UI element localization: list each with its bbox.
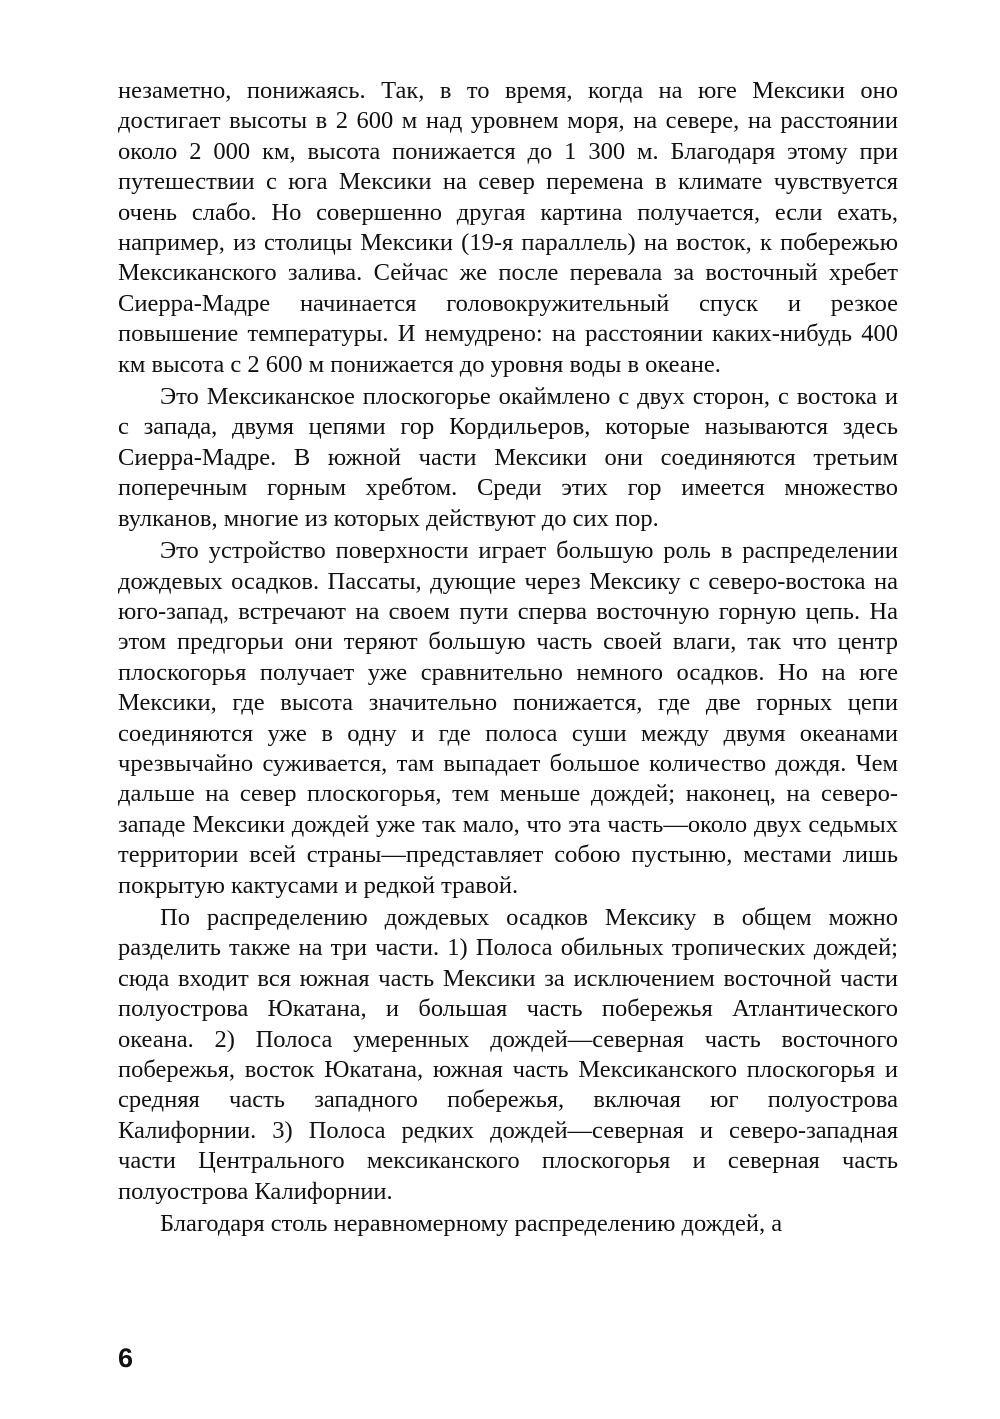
paragraph-continued: незаметно, понижаясь. Так, в то время, когда на юге Мексики оно достигает высоты в 2 600 м над уровнем моря, на севере, на расстоянии около 2 000 км, высота понижается до 1 300 м. Благодаря этому при путешествии с юга Мексики на север перемена в климате чувствуется очень слабо. Но совершенно другая картина получается, если ехать, например, из столицы Мексики (19-я параллель) на восток, к побережью Мексиканского залива. Сейчас же после перевала за восточный хребет Сиерра-Мадре начинается головокружительный спуск и резкое повышение температуры. И немудрено: на расстоянии каких-нибудь 400 км высота с 2 600 м понижается до уровня воды в океане. [118, 77, 898, 378]
paragraph-final-line: Благодаря столь неравномерному распределению дождей, а [160, 1210, 783, 1238]
paragraph-rainfall: Это устройство поверхности играет большую роль в распределении дождевых осадков. Пассаты, дующие через Мексику с северо-востока на юго-запад, встречают на своем пути сперва восточную горную цепь. На этом предгорьи они теряют большую часть своей влаги, так что центр плоскогорья получает уже сравнительно немного осадков. Но на юге Мексики, где высота значительно понижается, где две горных цепи соединяются уже в одну и где полоса суши между двумя океанами чрезвычайно суживается, там выпадает большое количество дождя. Чем дальше на север плоскогорья, тем меньше дождей; наконец, на северо-западе Мексики дождей уже так мало, что эта часть—около двух седьмых территории всей страны—представляет собою пустыню, местами лишь покрытую кактусами и редкой травой. [118, 537, 898, 899]
body-text [118, 76, 898, 1239]
page-number: 6 [118, 1343, 134, 1373]
paragraph-rain-zones: По распределению дождевых осадков Мексику в общем можно разделить также на три части. 1) Полоса обильных тропических дождей; сюда входит вся южная часть Мексики за исключением восточной части полуострова Юкатана, и большая часть побережья Атлантического океана. 2) Полоса умеренных дождей—северная часть восточного побережья, восток Юкатана, южная часть Мексиканского плоскогорья и средняя часть западного побережья, включая юг полуострова Калифорнии. 3) Полоса редких дождей—северная и северо-западная части Центрального мексиканского плоскогорья и северная часть полуострова Калифорнии. [118, 903, 898, 1205]
paragraph-plateau: Это Мексиканское плоскогорье окаймлено с двух сторон, с востока и с запада, двумя цепями гор Кордильеров, которые называются здесь Сиерра-Мадре. В южной части Мексики они соединяются третьим поперечным горным хребтом. Среди этих гор имеется множество вулканов, многие из которых действуют до сих пор. [118, 383, 898, 532]
